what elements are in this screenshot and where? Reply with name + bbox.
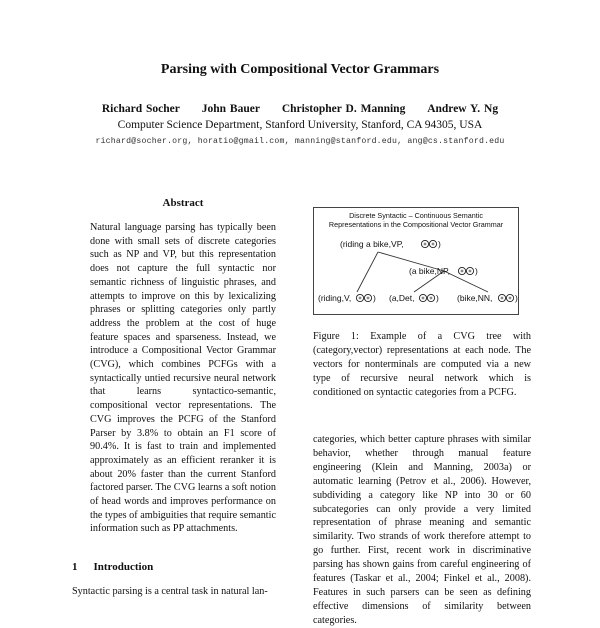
tree-diagram: [314, 208, 520, 316]
node-close-paren: ): [515, 293, 518, 303]
tree-edge: [357, 252, 378, 292]
vector-icon: [419, 294, 434, 301]
node-label-np: (a bike,NP,: [409, 266, 450, 276]
figure-caption: Figure 1: Example of a CVG tree with (category,vector) representations at each node. The vectors for nonterminals are computed via a new type of recursive neural network which is conditioned on syntactic categories from a PCFG.: [313, 331, 531, 398]
figure-title-line: Representations in the Compositional Vector Grammar: [328, 220, 504, 229]
paper-title: Parsing with Compositional Vector Grammars: [160, 62, 440, 77]
vector-icon: [421, 240, 436, 247]
node-label-root: (riding a bike,VP,: [340, 239, 404, 249]
figure-title-line: Discrete Syntactic – Continuous Semantic: [349, 211, 483, 220]
node-label-v: (riding,V,: [318, 293, 352, 303]
body-text-left: Syntactic parsing is a central task in natural lan-: [72, 586, 268, 597]
vector-icon: [356, 294, 371, 301]
abstract-text: Natural language parsing has typically been done with small sets of discrete categories such as NP and VP, but this representation does not capture the full syntactic nor semantic richness of linguistic phrases, and attempts to improve on this by lexicalizing phrases or splitting categories only partly address the problem at the cost of huge feature spaces and sparseness. Instead, we introduce a Compositional Vector Grammar (CVG), which combines PCFGs with a syntactically untied recursive neural network that learns syntactico-semantic, compositional vector representations. The CVG improves the PCFG of the Stanford Parser by 3.8% to obtain an F1 score of 90.4%. It is fast to train and implemented approximately as an efficient reranker it is about 20% faster than the current Stanford factored parser. The CVG learns a soft notion of head words and improves performance on the types of ambiguities that require semantic information such as PP attachments.: [90, 222, 276, 535]
author-emails: richard@socher.org, horatio@gmail.com, manning@stanford.edu, ang@cs.stanford.edu: [95, 137, 505, 146]
tree-edge: [444, 271, 488, 292]
author-name: Richard Socher: [101, 103, 180, 115]
body-text-right: categories, which better capture phrases with similar behavior, whether through manual feature engineering (Klein and Manning, 2003a) or automatic learning (Petrov et al., 2006). However, subdividing a category like NP into 30 or 60 subcategories can only provide a very limited representation of phrase meaning and semantic similarity. Two strands of work therefore attempt to go further. First, recent work in discriminative parsing has shown gains from careful engineering of features (Taskar et al., 2004; Finkel et al., 2008). Features in such parsers can be seen as defining effective dimensions of similarity between categories.: [313, 434, 531, 626]
abstract-heading: Abstract: [162, 197, 204, 209]
node-label-det: (a,Det,: [389, 293, 415, 303]
node-close-paren: ): [475, 266, 478, 276]
affiliation: Computer Science Department, Stanford University, Stanford, CA 94305, USA: [117, 119, 483, 131]
author-name: Christopher D. Manning: [281, 103, 406, 115]
section-heading: [72, 561, 153, 573]
section-number: 1: [72, 561, 78, 573]
vector-icon: [498, 294, 513, 301]
node-close-paren: ): [436, 293, 439, 303]
section-title: Introduction: [93, 561, 154, 573]
node-close-paren: ): [373, 293, 376, 303]
author-name: Andrew Y. Ng: [427, 103, 499, 115]
author-name: John Bauer: [201, 103, 260, 115]
vector-icon: [458, 267, 473, 274]
author-list: [0, 103, 600, 115]
node-close-paren: ): [438, 239, 441, 249]
node-label-nn: (bike,NN,: [457, 293, 493, 303]
figure-cvg-tree: [313, 207, 519, 315]
